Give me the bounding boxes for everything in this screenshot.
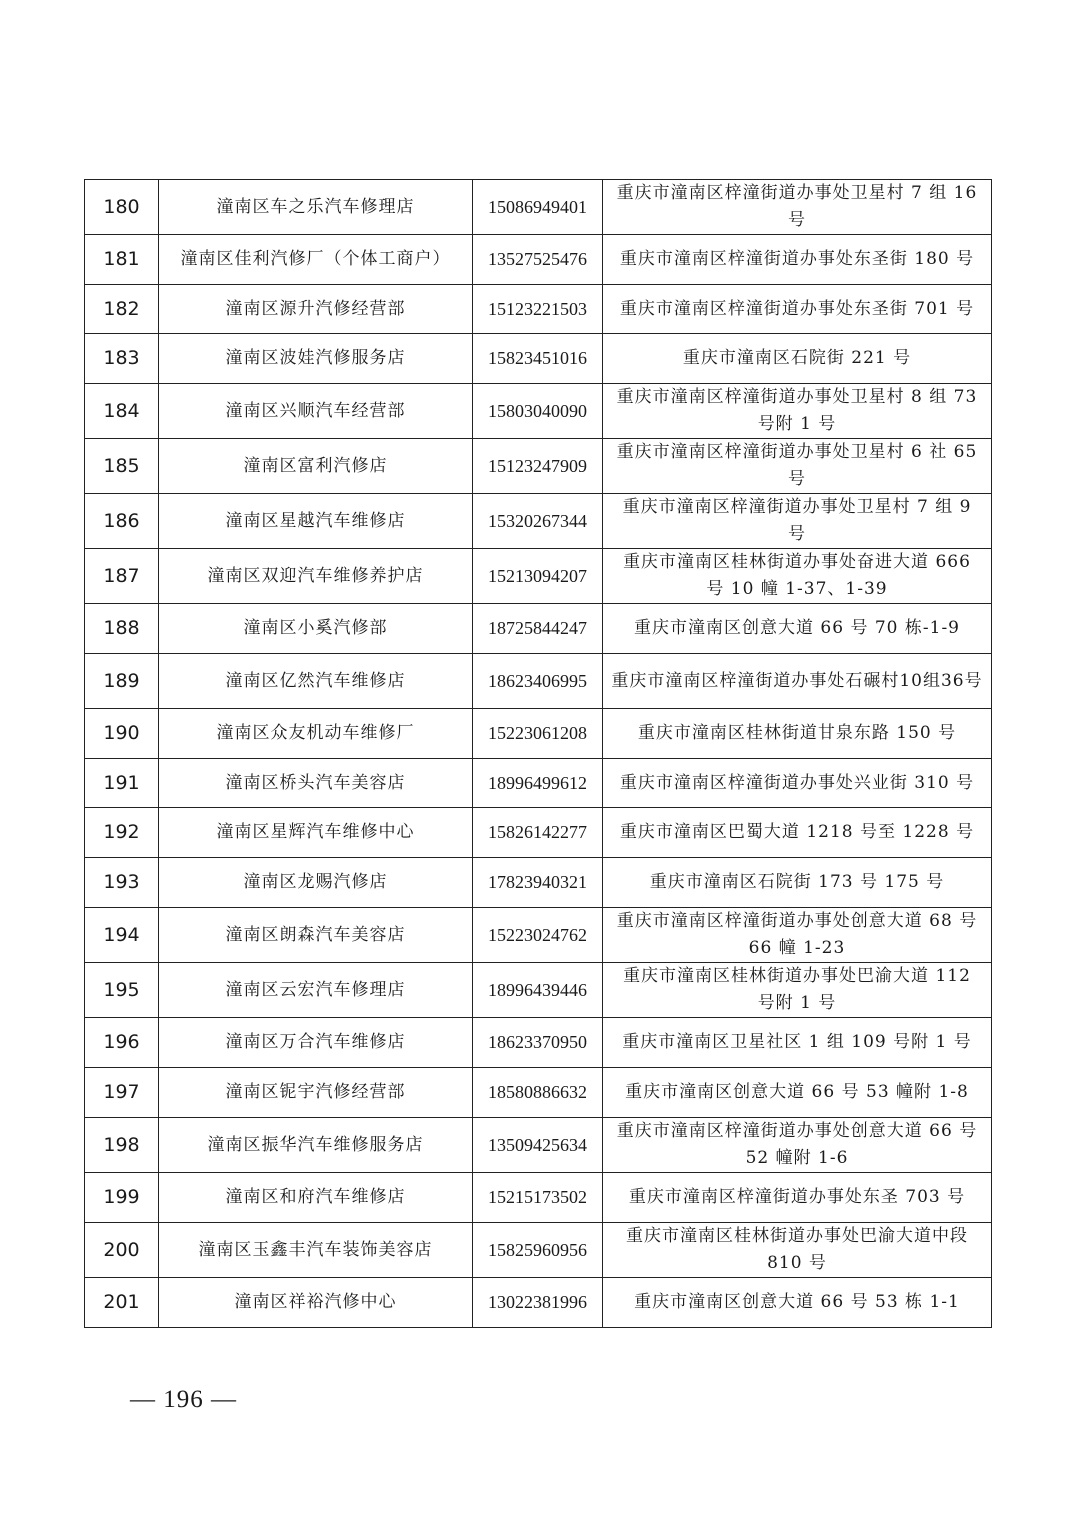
shop-name-cell: 潼南区玉鑫丰汽车装饰美容店 xyxy=(159,1223,473,1278)
table-row xyxy=(85,285,992,334)
table-row xyxy=(85,494,992,549)
phone-cell: 15223024762 xyxy=(473,908,603,963)
row-number: 200 xyxy=(85,1223,159,1278)
address-cell: 重庆市潼南区巴蜀大道 1218 号至 1228 号 xyxy=(603,808,992,858)
phone-cell: 18996439446 xyxy=(473,963,603,1018)
phone-cell: 15215173502 xyxy=(473,1173,603,1223)
address-cell: 重庆市潼南区桂林街道办事处奋进大道 666 号 10 幢 1-37、1-39 xyxy=(603,549,992,604)
phone-cell: 15123247909 xyxy=(473,439,603,494)
shop-name-cell: 潼南区龙赐汽修店 xyxy=(159,858,473,908)
table-row xyxy=(85,1118,992,1173)
table-body xyxy=(85,180,992,1328)
row-number: 197 xyxy=(85,1068,159,1118)
phone-cell: 15826142277 xyxy=(473,808,603,858)
row-number: 192 xyxy=(85,808,159,858)
shop-name-cell: 潼南区和府汽车维修店 xyxy=(159,1173,473,1223)
table-row xyxy=(85,1018,992,1068)
shop-name-cell: 潼南区众友机动车维修厂 xyxy=(159,709,473,759)
table-row xyxy=(85,1278,992,1328)
row-number: 181 xyxy=(85,235,159,285)
phone-cell: 15223061208 xyxy=(473,709,603,759)
row-number: 183 xyxy=(85,334,159,384)
row-number: 186 xyxy=(85,494,159,549)
phone-cell: 13022381996 xyxy=(473,1278,603,1328)
phone-cell: 15320267344 xyxy=(473,494,603,549)
table-row xyxy=(85,180,992,235)
repair-shop-table xyxy=(84,179,992,1328)
phone-cell: 13509425634 xyxy=(473,1118,603,1173)
phone-cell: 15086949401 xyxy=(473,180,603,235)
address-cell: 重庆市潼南区梓潼街道办事处卫星村 6 社 65 号 xyxy=(603,439,992,494)
address-cell: 重庆市潼南区桂林街道甘泉东路 150 号 xyxy=(603,709,992,759)
table-row xyxy=(85,1173,992,1223)
address-cell: 重庆市潼南区梓潼街道办事处东圣 703 号 xyxy=(603,1173,992,1223)
row-number: 198 xyxy=(85,1118,159,1173)
row-number: 191 xyxy=(85,759,159,808)
address-cell: 重庆市潼南区梓潼街道办事处卫星村 8 组 73 号附 1 号 xyxy=(603,384,992,439)
row-number: 180 xyxy=(85,180,159,235)
table-row xyxy=(85,384,992,439)
table-row xyxy=(85,908,992,963)
table-row xyxy=(85,604,992,654)
shop-name-cell: 潼南区亿然汽车维修店 xyxy=(159,654,473,709)
address-cell: 重庆市潼南区桂林街道办事处巴渝大道 112 号附 1 号 xyxy=(603,963,992,1018)
shop-name-cell: 潼南区万合汽车维修店 xyxy=(159,1018,473,1068)
phone-cell: 15803040090 xyxy=(473,384,603,439)
shop-name-cell: 潼南区富利汽修店 xyxy=(159,439,473,494)
shop-name-cell: 潼南区祥裕汽修中心 xyxy=(159,1278,473,1328)
shop-name-cell: 潼南区星辉汽车维修中心 xyxy=(159,808,473,858)
phone-cell: 15213094207 xyxy=(473,549,603,604)
table-row xyxy=(85,1223,992,1278)
table-row xyxy=(85,759,992,808)
shop-name-cell: 潼南区兴顺汽车经营部 xyxy=(159,384,473,439)
page-number: — 196 — xyxy=(130,1386,237,1413)
address-cell: 重庆市潼南区石院街 221 号 xyxy=(603,334,992,384)
shop-name-cell: 潼南区朗森汽车美容店 xyxy=(159,908,473,963)
row-number: 189 xyxy=(85,654,159,709)
row-number: 196 xyxy=(85,1018,159,1068)
phone-cell: 13527525476 xyxy=(473,235,603,285)
shop-name-cell: 潼南区星越汽车维修店 xyxy=(159,494,473,549)
table-row xyxy=(85,654,992,709)
address-cell: 重庆市潼南区梓潼街道办事处卫星村 7 组 16 号 xyxy=(603,180,992,235)
shop-name-cell: 潼南区双迎汽车维修养护店 xyxy=(159,549,473,604)
row-number: 190 xyxy=(85,709,159,759)
row-number: 201 xyxy=(85,1278,159,1328)
phone-cell: 18580886632 xyxy=(473,1068,603,1118)
shop-name-cell: 潼南区小奚汽修部 xyxy=(159,604,473,654)
row-number: 194 xyxy=(85,908,159,963)
table-row xyxy=(85,334,992,384)
table-row xyxy=(85,963,992,1018)
shop-name-cell: 潼南区铌宇汽修经营部 xyxy=(159,1068,473,1118)
table-row xyxy=(85,808,992,858)
address-cell: 重庆市潼南区桂林街道办事处巴渝大道中段 810 号 xyxy=(603,1223,992,1278)
row-number: 184 xyxy=(85,384,159,439)
row-number: 195 xyxy=(85,963,159,1018)
table-row xyxy=(85,858,992,908)
shop-name-cell: 潼南区桥头汽车美容店 xyxy=(159,759,473,808)
address-cell: 重庆市潼南区创意大道 66 号 70 栋-1-9 xyxy=(603,604,992,654)
address-cell: 重庆市潼南区梓潼街道办事处卫星村 7 组 9 号 xyxy=(603,494,992,549)
address-cell: 重庆市潼南区石院街 173 号 175 号 xyxy=(603,858,992,908)
address-cell: 重庆市潼南区梓潼街道办事处东圣街 701 号 xyxy=(603,285,992,334)
row-number: 188 xyxy=(85,604,159,654)
table-row xyxy=(85,709,992,759)
phone-cell: 18996499612 xyxy=(473,759,603,808)
shop-name-cell: 潼南区云宏汽车修理店 xyxy=(159,963,473,1018)
phone-cell: 18725844247 xyxy=(473,604,603,654)
phone-cell: 18623406995 xyxy=(473,654,603,709)
row-number: 182 xyxy=(85,285,159,334)
shop-name-cell: 潼南区源升汽修经营部 xyxy=(159,285,473,334)
address-cell: 重庆市潼南区梓潼街道办事处创意大道 66 号 52 幢附 1-6 xyxy=(603,1118,992,1173)
phone-cell: 15123221503 xyxy=(473,285,603,334)
phone-cell: 17823940321 xyxy=(473,858,603,908)
table-row xyxy=(85,235,992,285)
phone-cell: 15823451016 xyxy=(473,334,603,384)
phone-cell: 15825960956 xyxy=(473,1223,603,1278)
phone-cell: 18623370950 xyxy=(473,1018,603,1068)
table-row xyxy=(85,1068,992,1118)
row-number: 193 xyxy=(85,858,159,908)
shop-name-cell: 潼南区波娃汽修服务店 xyxy=(159,334,473,384)
shop-name-cell: 潼南区佳利汽修厂（个体工商户） xyxy=(159,235,473,285)
address-cell: 重庆市潼南区创意大道 66 号 53 幢附 1-8 xyxy=(603,1068,992,1118)
shop-name-cell: 潼南区车之乐汽车修理店 xyxy=(159,180,473,235)
row-number: 187 xyxy=(85,549,159,604)
address-cell: 重庆市潼南区卫星社区 1 组 109 号附 1 号 xyxy=(603,1018,992,1068)
address-cell: 重庆市潼南区创意大道 66 号 53 栋 1-1 xyxy=(603,1278,992,1328)
address-cell: 重庆市潼南区梓潼街道办事处创意大道 68 号 66 幢 1-23 xyxy=(603,908,992,963)
address-cell: 重庆市潼南区梓潼街道办事处兴业街 310 号 xyxy=(603,759,992,808)
address-cell: 重庆市潼南区梓潼街道办事处东圣街 180 号 xyxy=(603,235,992,285)
table-row xyxy=(85,439,992,494)
address-cell: 重庆市潼南区梓潼街道办事处石碾村10组36号 xyxy=(603,654,992,709)
shop-name-cell: 潼南区振华汽车维修服务店 xyxy=(159,1118,473,1173)
row-number: 199 xyxy=(85,1173,159,1223)
table-row xyxy=(85,549,992,604)
row-number: 185 xyxy=(85,439,159,494)
